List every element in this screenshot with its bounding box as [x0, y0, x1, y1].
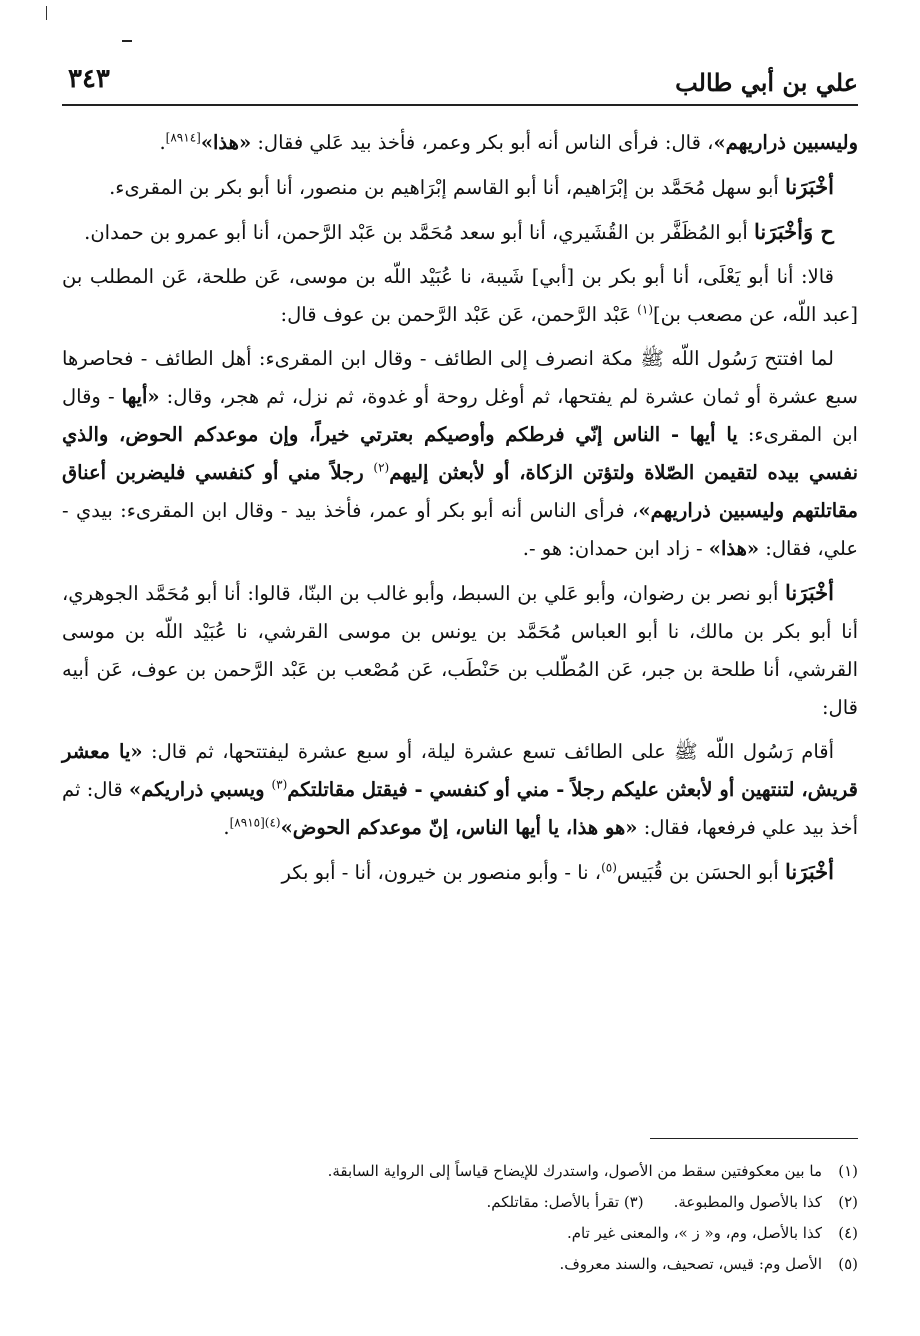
- footnote-number: (٥): [838, 1255, 858, 1273]
- footnote-item: [62, 1156, 858, 1187]
- text-segment: ، فرأى الناس أنه أبو بكر أو عمر، فأخذ بيد - وقال ابن المقرىء: بيدي - علي، فقال:: [62, 499, 858, 560]
- text-segment: أقام رَسُول اللّه ﷺ على الطائف تسع عشرة ليلة، أو سبع عشرة ليفتتحها، ثم قال:: [142, 740, 834, 763]
- quote-bold: «أيها: [121, 385, 160, 408]
- isnad-lead: أخْبَرَنا: [785, 859, 834, 884]
- footnote-item: [62, 1187, 858, 1218]
- page-header: [62, 60, 858, 106]
- text-segment: أبو المُظَفَّر بن القُشَيري، أنا أبو سعد مُحَمَّد بن عَبْد الرَّحمن، أنا أبو عمرو بن حمدان.: [84, 221, 754, 244]
- quote-bold: «هذا»: [200, 131, 252, 154]
- footnote-item: [62, 1218, 858, 1249]
- footnote-marker: (١): [637, 302, 653, 317]
- hadith-number: [٨٩١٥]: [229, 815, 265, 830]
- footnote-text: ما بين معكوفتين سقط من الأصول، واستدرك للإيضاح قياساً إلى الرواية السابقة.: [327, 1162, 822, 1180]
- quote-bold: يا أيها - الناس إنّي فرطكم وأوصيكم بعترتي خيراً، وإن موعدكم الحوض، والذي نفسي بيده لتقيمن الصّلاة ولتؤتن الزكاة، أو لأبعثن إليهم: [62, 423, 858, 484]
- text-segment: ، قال: فرأى الناس أنه أبو بكر وعمر، فأخذ بيد عَلي فقال:: [251, 131, 714, 154]
- text-segment: عَبْد الرَّحمن، عَن عَبْد الرَّحمن بن عوف قال:: [280, 303, 638, 326]
- quote-bold: «هو هذا، يا أيها الناس، إنّ موعدكم الحوض»: [280, 816, 638, 839]
- footnote-number: (٣): [623, 1193, 644, 1211]
- footnote-text: كذا بالأصول والمطبوعة.: [673, 1193, 822, 1211]
- quote-bold: وليسبين ذراريهم»: [713, 131, 858, 154]
- text-segment: - زاد ابن حمدان: هو -.: [522, 537, 709, 560]
- text-segment: لما افتتح رَسُول اللّه ﷺ مكة انصرف إلى الطائف - وقال ابن المقرىء: أهل الطائف - فحاصرها سبع عشرة أو ثمان عشرة لم يفتحها، ثم أوغل روحة أو غدوة، ثم نزل، ثم هجر، وقال:: [62, 347, 858, 408]
- text-segment: .: [223, 816, 230, 839]
- isnad-lead: ح وَأخْبَرَنا: [754, 219, 834, 244]
- paragraph-5: [62, 340, 858, 568]
- quote-bold: «هذا»: [708, 537, 760, 560]
- footnote-text: كذا بالأصل، وم، و« ز »، والمعنى غير تام.: [567, 1224, 822, 1242]
- text-segment: أبو سهل مُحَمَّد بن إبْرَاهيم، أنا أبو القاسم إبْرَاهيم بن منصور، أنا أبو بكر بن المقرىء.: [109, 176, 786, 199]
- text-segment: قال: ثم أخذ بيد علي فرفعها، فقال:: [62, 778, 858, 839]
- paragraph-6: [62, 574, 858, 727]
- footnote-separator: [650, 1138, 858, 1139]
- main-text: [62, 124, 858, 898]
- quote-bold: ويسبي ذراريكم»: [129, 778, 272, 801]
- footnote-marker: (٥): [601, 860, 617, 875]
- text-segment: ، نا - وأبو منصور بن خيرون، أنا - أبو بكر: [281, 861, 602, 884]
- scan-dash-mark: [122, 40, 132, 42]
- text-segment: - وقال ابن المقرىء:: [62, 385, 858, 446]
- text-segment: .: [159, 131, 166, 154]
- footnote-text: الأصل وم: قيس، تصحيف، والسند معروف.: [559, 1255, 822, 1273]
- footnote-number: (١): [838, 1162, 858, 1180]
- quote-bold: «يا معشر قريش، لتنتهين أو لأبعثن عليكم رجلاً - مني أو كنفسي - فيقتل مقاتلتكم: [62, 740, 858, 801]
- paragraph-1: [62, 124, 858, 162]
- isnad-lead: أخْبَرَنا: [785, 174, 834, 199]
- footnote-marker: (٤): [264, 815, 281, 830]
- paragraph-8: [62, 853, 858, 892]
- footnote-marker: (٣): [271, 777, 288, 792]
- hadith-number: [٨٩١٤]: [165, 130, 201, 145]
- footnote-item: [62, 1249, 858, 1280]
- footnote-marker: (٢): [373, 460, 390, 475]
- footnote-number: (٢): [838, 1193, 858, 1211]
- paragraph-7: [62, 733, 858, 847]
- isnad-lead: أخْبَرَنا: [785, 580, 834, 605]
- quote-bold: رجلاً مني أو كنفسي فليضربن أعناق مقاتلتهم وليسبين ذراريهم»: [62, 461, 859, 522]
- footnotes: [62, 1156, 858, 1280]
- footnote-number: (٤): [838, 1224, 858, 1242]
- scan-edge-mark: [46, 6, 47, 20]
- page-number: ٣٤٣: [68, 64, 110, 94]
- paragraph-3: [62, 213, 858, 252]
- text-segment: قالا: أنا أبو يَعْلَى، أنا أبو بكر بن [أبي] شَيبة، نا عُبَيْد اللّه بن موسى، عَن طلحة، عَن المطلب بن [عبد اللّه، عن مصعب بن]: [62, 265, 858, 326]
- text-segment: أبو نصر بن رضوان، وأبو عَلي بن السبط، وأبو غالب بن البنّا، قالوا: أنا أبو مُحَمَّد الجوهري، أنا أبو بكر بن مالك، نا أبو العباس مُحَمَّد بن يونس بن موسى القرشي، نا عُبَيْد اللّه بن موسى القرشي، أنا طلحة بن جبر، عَن المُطّلب بن حَنْطَب، عَن مُصْعب بن عَبْد الرَّحمن بن عوف، عَن أبيه قال:: [62, 582, 858, 719]
- footnote-text: تقرأ بالأصل: مقاتلكم.: [486, 1193, 620, 1211]
- running-title: علي بن أبي طالب: [675, 68, 858, 97]
- text-segment: أبو الحسَن بن قُبَيس: [616, 861, 786, 884]
- paragraph-2: [62, 168, 858, 207]
- paragraph-4: [62, 258, 858, 334]
